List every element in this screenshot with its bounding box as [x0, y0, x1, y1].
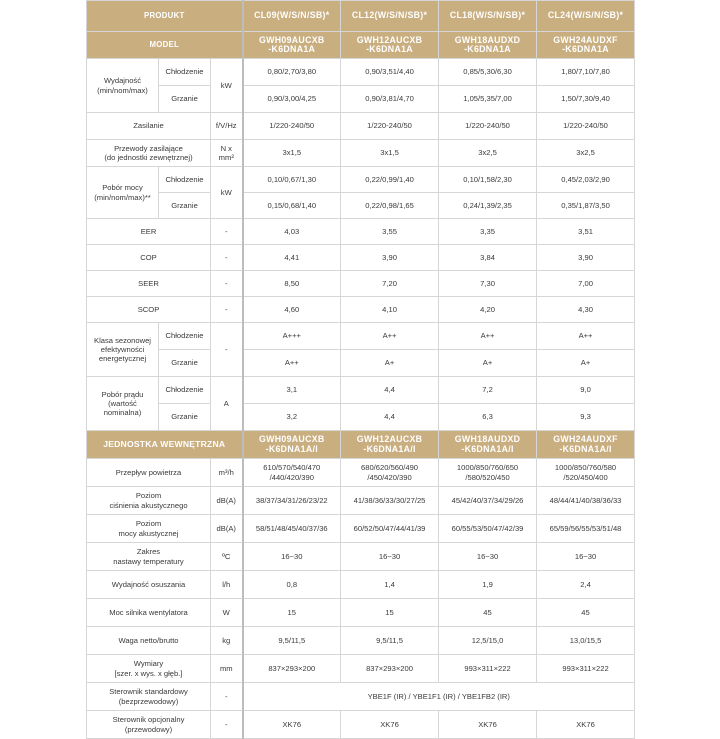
cell: 3x1,5 [243, 140, 341, 167]
cell: A+ [537, 350, 635, 377]
cell: 9,5/11,5 [243, 627, 341, 655]
cell: 0,45/2,03/2,90 [537, 167, 635, 193]
unit: m³/h [211, 459, 243, 487]
cell: 3,35 [439, 219, 537, 245]
cell: 4,60 [243, 297, 341, 323]
unit: A [211, 377, 243, 431]
cell: 0,24/1,39/2,35 [439, 193, 537, 219]
cell: 3x2,5 [439, 140, 537, 167]
cell: 15 [341, 599, 439, 627]
cell: 1,80/7,10/7,80 [537, 59, 635, 86]
cell: 0,22/0,98/1,65 [341, 193, 439, 219]
cell: 4,4 [341, 377, 439, 404]
cell: 0,90/3,51/4,40 [341, 59, 439, 86]
cell: 4,10 [341, 297, 439, 323]
table-row [87, 193, 635, 219]
product-name: CL18(W/S/N/SB)* [439, 1, 537, 32]
cell: 12,5/15,0 [439, 627, 537, 655]
row-label-osuszanie: Wydajność osuszania [87, 571, 211, 599]
cell: 0,90/3,81/4,70 [341, 86, 439, 113]
sub-label: Grzanie [159, 404, 211, 431]
sub-label: Chłodzenie [159, 167, 211, 193]
cell: 1000/850/760/650 /580/520/450 [439, 459, 537, 487]
cell: 4,41 [243, 245, 341, 271]
table-row [87, 297, 635, 323]
product-name: CL12(W/S/N/SB)* [341, 1, 439, 32]
row-label-zasilanie: Zasilanie [87, 113, 211, 140]
cell: 837×293×200 [341, 655, 439, 683]
cell: A+ [341, 350, 439, 377]
cell: 9,3 [537, 404, 635, 431]
unit: - [211, 711, 243, 739]
table-row [87, 459, 635, 487]
outdoor-model: GWH12AUCXB -K6DNA1A [341, 32, 439, 59]
cell: 610/570/540/470 /440/420/390 [243, 459, 341, 487]
cell: 1/220-240/50 [537, 113, 635, 140]
unit: - [211, 271, 243, 297]
table-row [87, 140, 635, 167]
cell: 1,50/7,30/9,40 [537, 86, 635, 113]
cell: 0,10/0,67/1,30 [243, 167, 341, 193]
unit: ºC [211, 543, 243, 571]
row-label-seer: SEER [87, 271, 211, 297]
product-header-row [87, 1, 635, 32]
table-row [87, 711, 635, 739]
cell: XK76 [243, 711, 341, 739]
table-row [87, 350, 635, 377]
row-label-wymiary: Wymiary [szer. x wys. x głęb.] [87, 655, 211, 683]
cell: 13,0/15,5 [537, 627, 635, 655]
unit: W [211, 599, 243, 627]
cell: 45 [439, 599, 537, 627]
cell: 1/220-240/50 [243, 113, 341, 140]
product-name: CL24(W/S/N/SB)* [537, 1, 635, 32]
cell: 2,4 [537, 571, 635, 599]
row-label-przeplyw: Przepływ powietrza [87, 459, 211, 487]
cell: 1/220-240/50 [341, 113, 439, 140]
cell: 38/37/34/31/26/23/22 [243, 487, 341, 515]
unit: dB(A) [211, 515, 243, 543]
indoor-model: GWH12AUCXB -K6DNA1A/I [341, 431, 439, 459]
table-row [87, 571, 635, 599]
model-header-row [87, 32, 635, 59]
table-row [87, 377, 635, 404]
cell: 7,2 [439, 377, 537, 404]
table-row [87, 683, 635, 711]
row-label-silnik: Moc silnika wentylatora [87, 599, 211, 627]
cell: 3x1,5 [341, 140, 439, 167]
sub-label: Chłodzenie [159, 377, 211, 404]
row-label-scop: SCOP [87, 297, 211, 323]
unit: f/V/Hz [211, 113, 243, 140]
cell: 0,10/1,58/2,30 [439, 167, 537, 193]
indoor-model: GWH18AUDXD -K6DNA1A/I [439, 431, 537, 459]
cell: 0,15/0,68/1,40 [243, 193, 341, 219]
row-label-przewody: Przewody zasilające (do jednostki zewnętrznej) [87, 140, 211, 167]
cell: 60/55/53/50/47/42/39 [439, 515, 537, 543]
row-label-eer: EER [87, 219, 211, 245]
cell: 6,3 [439, 404, 537, 431]
cell: 3,90 [537, 245, 635, 271]
unit: mm [211, 655, 243, 683]
model-header: MODEL [87, 32, 243, 59]
table-row [87, 219, 635, 245]
sub-label: Grzanie [159, 350, 211, 377]
cell: 7,20 [341, 271, 439, 297]
unit: N x mm² [211, 140, 243, 167]
cell: 0,35/1,87/3,50 [537, 193, 635, 219]
cell: 0,8 [243, 571, 341, 599]
cell: 8,50 [243, 271, 341, 297]
table-row [87, 323, 635, 350]
unit: dB(A) [211, 487, 243, 515]
row-label-cop: COP [87, 245, 211, 271]
cell: 0,22/0,99/1,40 [341, 167, 439, 193]
cell: 1,4 [341, 571, 439, 599]
unit: l/h [211, 571, 243, 599]
table-row [87, 515, 635, 543]
unit: - [211, 323, 243, 377]
sub-label: Chłodzenie [159, 59, 211, 86]
unit: kW [211, 167, 243, 219]
cell: 4,20 [439, 297, 537, 323]
cell: A+++ [243, 323, 341, 350]
indoor-model: GWH24AUDXF -K6DNA1A/I [537, 431, 635, 459]
cell: A++ [537, 323, 635, 350]
row-label-moc-akustyczna: Poziom mocy akustycznej [87, 515, 211, 543]
cell: 3,51 [537, 219, 635, 245]
sub-label: Chłodzenie [159, 323, 211, 350]
cell: 16~30 [243, 543, 341, 571]
produkt-header: PRODUKT [87, 1, 243, 32]
cell: 4,4 [341, 404, 439, 431]
cell: 3x2,5 [537, 140, 635, 167]
table-row [87, 599, 635, 627]
table-row [87, 404, 635, 431]
cell: 58/51/48/45/40/37/36 [243, 515, 341, 543]
row-label-sterownik-opt: Sterownik opcjonalny (przewodowy) [87, 711, 211, 739]
cell: XK76 [341, 711, 439, 739]
cell: A++ [439, 323, 537, 350]
cell: 680/620/560/490 /450/420/390 [341, 459, 439, 487]
cell: 15 [243, 599, 341, 627]
cell: 16~30 [439, 543, 537, 571]
cell: 65/59/56/55/53/51/48 [537, 515, 635, 543]
cell: 9,0 [537, 377, 635, 404]
table-row [87, 487, 635, 515]
cell: 0,80/2,70/3,80 [243, 59, 341, 86]
product-name: CL09(W/S/N/SB)* [243, 1, 341, 32]
table-row [87, 167, 635, 193]
cell: 16~30 [341, 543, 439, 571]
cell: 45 [537, 599, 635, 627]
cell: XK76 [439, 711, 537, 739]
cell: 3,55 [341, 219, 439, 245]
cell: 7,30 [439, 271, 537, 297]
cell: 1,9 [439, 571, 537, 599]
cell: 837×293×200 [243, 655, 341, 683]
outdoor-model: GWH18AUDXD -K6DNA1A [439, 32, 537, 59]
table-row [87, 543, 635, 571]
table-row [87, 655, 635, 683]
row-label-pobor-mocy: Pobór mocy (min/nom/max)** [87, 167, 159, 219]
row-label-klasa: Klasa sezonowej efektywności energetycznej [87, 323, 159, 377]
sub-label: Grzanie [159, 193, 211, 219]
indoor-model: GWH09AUCXB -K6DNA1A/I [243, 431, 341, 459]
table-row [87, 113, 635, 140]
row-label-wydajnosc: Wydajność (min/nom/max) [87, 59, 159, 113]
table-row [87, 271, 635, 297]
indoor-section-header: JEDNOSTKA WEWNĘTRZNA [87, 431, 243, 459]
row-label-waga: Waga netto/brutto [87, 627, 211, 655]
cell: 3,2 [243, 404, 341, 431]
cell: 4,30 [537, 297, 635, 323]
indoor-header-row [87, 431, 635, 459]
cell: 3,1 [243, 377, 341, 404]
cell: 993×311×222 [439, 655, 537, 683]
cell: 3,90 [341, 245, 439, 271]
sub-label: Grzanie [159, 86, 211, 113]
unit: - [211, 219, 243, 245]
cell: A++ [243, 350, 341, 377]
cell: 48/44/41/40/38/36/33 [537, 487, 635, 515]
cell: 45/42/40/37/34/29/26 [439, 487, 537, 515]
table-row [87, 59, 635, 86]
unit: - [211, 245, 243, 271]
unit: - [211, 297, 243, 323]
row-label-zakres: Zakres nastawy temperatury [87, 543, 211, 571]
cell: 3,84 [439, 245, 537, 271]
row-label-sterownik-std: Sterownik standardowy (bezprzewodowy) [87, 683, 211, 711]
cell: A++ [341, 323, 439, 350]
unit: - [211, 683, 243, 711]
row-label-pobor-pradu: Pobór prądu (wartość nominalna) [87, 377, 159, 431]
unit: kW [211, 59, 243, 113]
cell: 1/220-240/50 [439, 113, 537, 140]
row-label-cisnienie: Poziom ciśnienia akustycznego [87, 487, 211, 515]
cell: 16~30 [537, 543, 635, 571]
outdoor-model: GWH09AUCXB -K6DNA1A [243, 32, 341, 59]
spec-table [86, 0, 635, 739]
cell: 4,03 [243, 219, 341, 245]
cell: 0,90/3,00/4,25 [243, 86, 341, 113]
cell: 0,85/5,30/6,30 [439, 59, 537, 86]
cell: 1000/850/760/580 /520/450/400 [537, 459, 635, 487]
cell: A+ [439, 350, 537, 377]
cell: 9,5/11,5 [341, 627, 439, 655]
cell: 7,00 [537, 271, 635, 297]
cell: YBE1F (IR) / YBE1F1 (IR) / YBE1FB2 (IR) [243, 683, 635, 711]
table-row [87, 627, 635, 655]
cell: 993×311×222 [537, 655, 635, 683]
unit: kg [211, 627, 243, 655]
cell: 60/52/50/47/44/41/39 [341, 515, 439, 543]
cell: 41/38/36/33/30/27/25 [341, 487, 439, 515]
cell: 1,05/5,35/7,00 [439, 86, 537, 113]
cell: XK76 [537, 711, 635, 739]
table-row [87, 86, 635, 113]
outdoor-model: GWH24AUDXF -K6DNA1A [537, 32, 635, 59]
table-row [87, 245, 635, 271]
